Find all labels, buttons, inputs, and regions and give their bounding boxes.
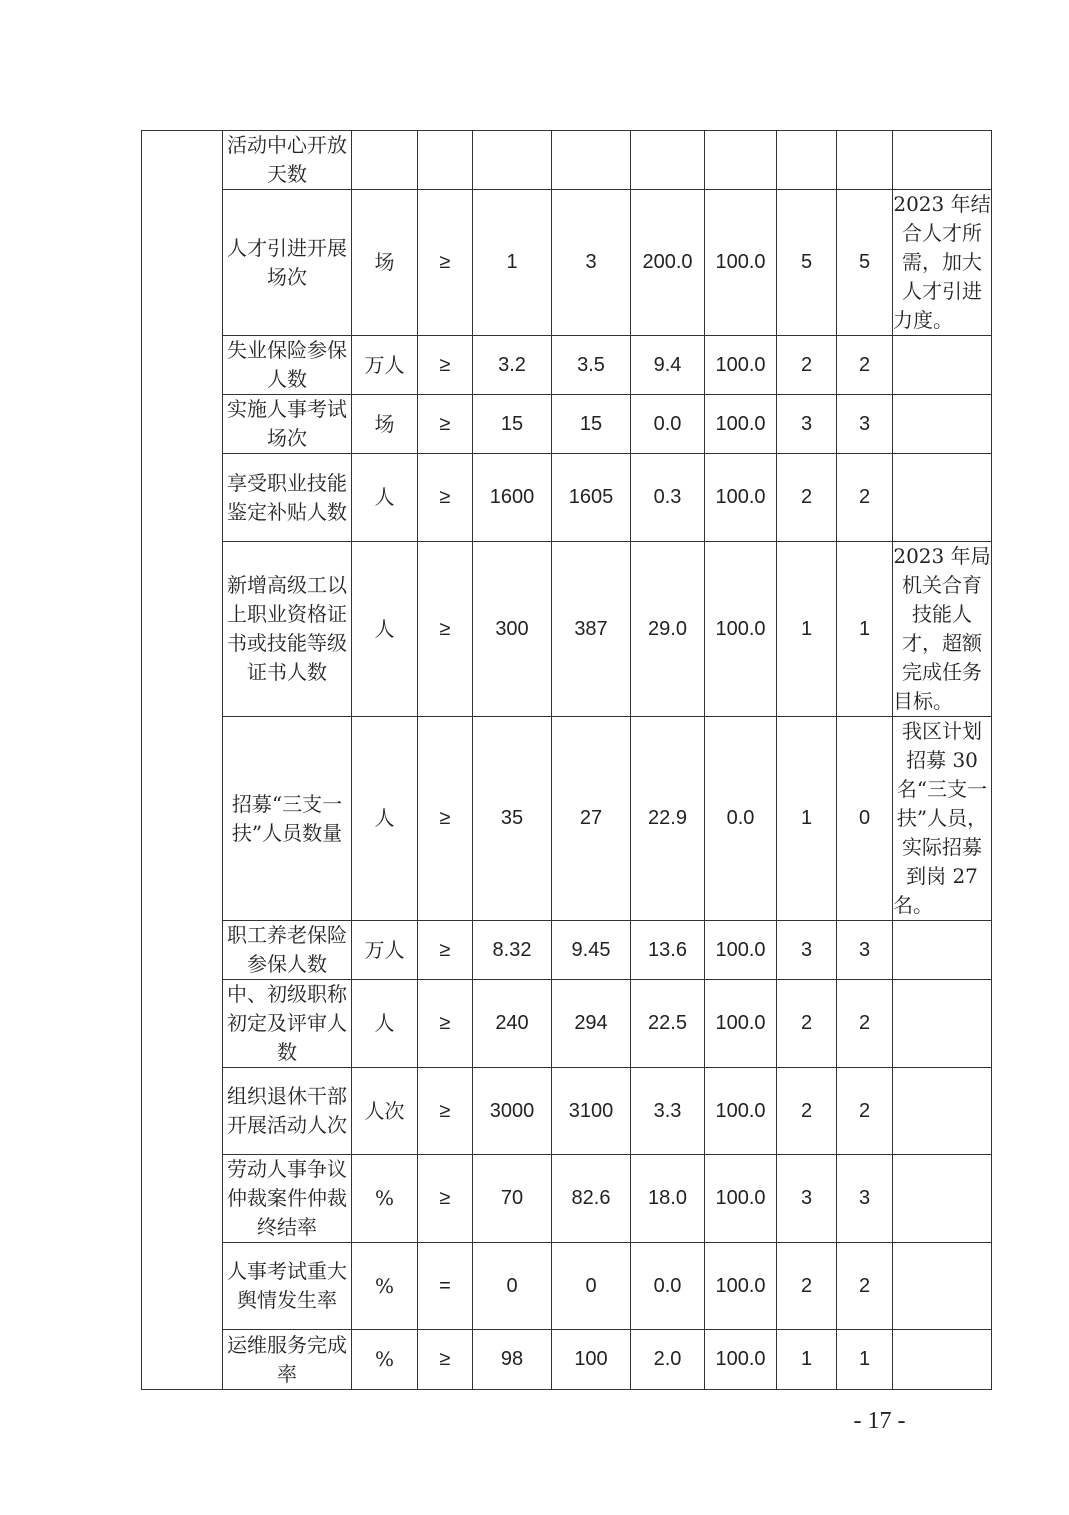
indicator-cell: 活动中心开放天数 [223,131,352,190]
operator-cell: ≥ [418,1155,473,1243]
weight-cell: 5 [777,190,837,336]
score-cell: 2 [837,980,893,1068]
table-row [142,542,992,717]
target-cell: 15 [473,395,552,454]
actual-cell: 1605 [552,454,631,542]
deviation-cell: 200.0 [631,190,705,336]
operator-cell: ≥ [418,1068,473,1155]
note-cell: 我区计划招募 30 名“三支一扶”人员，实际招募到岗 27 名。 [893,717,992,921]
unit-cell: 人次 [352,1068,418,1155]
unit-cell: 人 [352,717,418,921]
score-cell: 2 [837,454,893,542]
weight-cell: 3 [777,1155,837,1243]
indicator-cell: 职工养老保险参保人数 [223,921,352,980]
unit-cell: 场 [352,190,418,336]
actual-cell: 9.45 [552,921,631,980]
operator-cell: ≥ [418,717,473,921]
unit-cell: % [352,1155,418,1243]
actual-cell: 3.5 [552,336,631,395]
actual-cell: 294 [552,980,631,1068]
table-row [142,1243,992,1330]
table-row [142,1155,992,1243]
score-cell: 1 [837,542,893,717]
rate-cell: 100.0 [705,1155,777,1243]
table-row [142,454,992,542]
deviation-cell: 13.6 [631,921,705,980]
unit-cell [352,131,418,190]
note-cell [893,336,992,395]
score-cell [837,131,893,190]
unit-cell: 万人 [352,921,418,980]
rate-cell: 100.0 [705,336,777,395]
operator-cell: ≥ [418,395,473,454]
performance-table [141,130,992,1390]
rate-cell: 100.0 [705,921,777,980]
unit-cell: 场 [352,395,418,454]
table-row [142,921,992,980]
weight-cell: 2 [777,454,837,542]
note-cell [893,1330,992,1390]
deviation-cell: 18.0 [631,1155,705,1243]
actual-cell: 100 [552,1330,631,1390]
note-cell [893,1155,992,1243]
actual-cell: 0 [552,1243,631,1330]
weight-cell: 3 [777,395,837,454]
actual-cell: 387 [552,542,631,717]
note-cell: 2023 年局机关合育技能人才，超额完成任务目标。 [893,542,992,717]
operator-cell: ≥ [418,542,473,717]
table-row [142,1068,992,1155]
target-cell: 35 [473,717,552,921]
score-cell: 2 [837,336,893,395]
table-row [142,980,992,1068]
target-cell: 300 [473,542,552,717]
operator-cell: ≥ [418,454,473,542]
category-cell [142,131,223,1390]
unit-cell: % [352,1243,418,1330]
deviation-cell: 3.3 [631,1068,705,1155]
unit-cell: 万人 [352,336,418,395]
actual-cell: 3 [552,190,631,336]
indicator-cell: 中、初级职称初定及评审人数 [223,980,352,1068]
table-row [142,1330,992,1390]
weight-cell: 2 [777,1243,837,1330]
weight-cell [777,131,837,190]
indicator-cell: 实施人事考试场次 [223,395,352,454]
table-row [142,336,992,395]
actual-cell: 3100 [552,1068,631,1155]
table-row [142,131,992,190]
score-cell: 3 [837,1155,893,1243]
operator-cell: ≥ [418,921,473,980]
actual-cell: 27 [552,717,631,921]
unit-cell: 人 [352,454,418,542]
table-row [142,395,992,454]
indicator-cell: 招募“三支一扶”人员数量 [223,717,352,921]
weight-cell: 3 [777,921,837,980]
actual-cell [552,131,631,190]
target-cell: 3.2 [473,336,552,395]
indicator-cell: 组织退休干部开展活动人次 [223,1068,352,1155]
target-cell [473,131,552,190]
rate-cell: 100.0 [705,1330,777,1390]
target-cell: 1 [473,190,552,336]
rate-cell [705,131,777,190]
page-number: - 17 - [853,1408,906,1434]
deviation-cell: 22.5 [631,980,705,1068]
rate-cell: 100.0 [705,395,777,454]
note-cell [893,395,992,454]
score-cell: 3 [837,921,893,980]
weight-cell: 2 [777,980,837,1068]
score-cell: 2 [837,1243,893,1330]
deviation-cell: 9.4 [631,336,705,395]
deviation-cell: 0.3 [631,454,705,542]
indicator-cell: 运维服务完成率 [223,1330,352,1390]
indicator-cell: 失业保险参保人数 [223,336,352,395]
score-cell: 3 [837,395,893,454]
weight-cell: 1 [777,1330,837,1390]
unit-cell: 人 [352,542,418,717]
deviation-cell: 0.0 [631,395,705,454]
note-cell [893,980,992,1068]
operator-cell: ≥ [418,1330,473,1390]
actual-cell: 15 [552,395,631,454]
score-cell: 5 [837,190,893,336]
rate-cell: 100.0 [705,980,777,1068]
table-row [142,190,992,336]
rate-cell: 100.0 [705,454,777,542]
deviation-cell: 29.0 [631,542,705,717]
unit-cell: % [352,1330,418,1390]
target-cell: 1600 [473,454,552,542]
indicator-cell: 人事考试重大舆情发生率 [223,1243,352,1330]
deviation-cell: 2.0 [631,1330,705,1390]
indicator-cell: 人才引进开展场次 [223,190,352,336]
operator-cell: ≥ [418,980,473,1068]
note-cell [893,921,992,980]
rate-cell: 100.0 [705,1068,777,1155]
indicator-cell: 劳动人事争议仲裁案件仲裁终结率 [223,1155,352,1243]
operator-cell: = [418,1243,473,1330]
deviation-cell: 22.9 [631,717,705,921]
operator-cell: ≥ [418,190,473,336]
note-cell: 2023 年结合人才所需，加大人才引进力度。 [893,190,992,336]
target-cell: 0 [473,1243,552,1330]
rate-cell: 100.0 [705,542,777,717]
unit-cell: 人 [352,980,418,1068]
rate-cell: 100.0 [705,190,777,336]
table-row [142,717,992,921]
rate-cell: 100.0 [705,1243,777,1330]
note-cell [893,1243,992,1330]
target-cell: 240 [473,980,552,1068]
operator-cell [418,131,473,190]
target-cell: 3000 [473,1068,552,1155]
weight-cell: 1 [777,542,837,717]
rate-cell: 0.0 [705,717,777,921]
weight-cell: 1 [777,717,837,921]
indicator-cell: 新增高级工以上职业资格证书或技能等级证书人数 [223,542,352,717]
target-cell: 98 [473,1330,552,1390]
score-cell: 2 [837,1068,893,1155]
weight-cell: 2 [777,336,837,395]
deviation-cell: 0.0 [631,1243,705,1330]
target-cell: 8.32 [473,921,552,980]
indicator-cell: 享受职业技能鉴定补贴人数 [223,454,352,542]
actual-cell: 82.6 [552,1155,631,1243]
score-cell: 1 [837,1330,893,1390]
operator-cell: ≥ [418,336,473,395]
deviation-cell [631,131,705,190]
score-cell: 0 [837,717,893,921]
note-cell [893,454,992,542]
note-cell [893,1068,992,1155]
note-cell [893,131,992,190]
target-cell: 70 [473,1155,552,1243]
weight-cell: 2 [777,1068,837,1155]
